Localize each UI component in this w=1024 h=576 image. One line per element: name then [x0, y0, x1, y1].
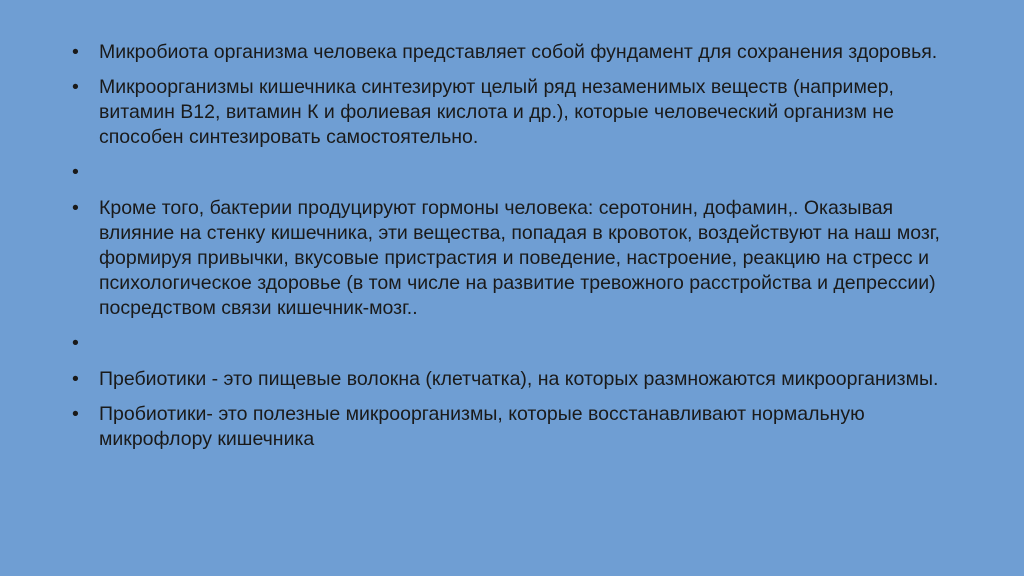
bullet-item	[72, 40, 962, 65]
bullet-dot-icon: •	[72, 368, 79, 390]
bullet-text: Микробиота организма человека представляет собой фундамент для сохранения здоровья.	[99, 41, 938, 63]
bullet-dot-icon: •	[72, 197, 79, 219]
bullet-text: Пробиотики- это полезные микроорганизмы, которые восстанавливают нормальную микрофлору кишечника	[99, 403, 865, 450]
bullet-dot-icon: •	[72, 41, 79, 63]
bullet-item-empty	[72, 160, 962, 185]
bullet-item	[72, 367, 962, 392]
bullet-dot-icon: •	[72, 403, 79, 425]
bullet-list	[72, 40, 962, 462]
bullet-item	[72, 75, 962, 150]
bullet-item	[72, 196, 962, 321]
bullet-item-empty	[72, 331, 962, 356]
bullet-dot-icon: •	[72, 76, 79, 98]
bullet-text: Кроме того, бактерии продуцируют гормоны человека: серотонин, дофамин,. Оказывая влияние на стенку кишечника, эти вещества, попадая в кровоток, воздействуют на наш мозг, формируя привычки, вкусовые пристрастия и поведение, настроение, реакцию на стресс и психологическое здоровье (в том числе на развитие тревожного расстройства и депрессии) посредством связи кишечник-мозг..	[99, 197, 940, 319]
bullet-item	[72, 402, 962, 452]
bullet-text: Микроорганизмы кишечника синтезируют целый ряд незаменимых веществ (например, витамин В12, витамин К и фолиевая кислота и др.), которые человеческий организм не способен синтезировать самостоятельно.	[99, 76, 894, 148]
bullet-text: Пребиотики - это пищевые волокна (клетчатка), на которых размножаются микроорганизмы.	[99, 368, 939, 390]
bullet-dot-icon: •	[72, 161, 79, 183]
bullet-dot-icon: •	[72, 332, 79, 354]
